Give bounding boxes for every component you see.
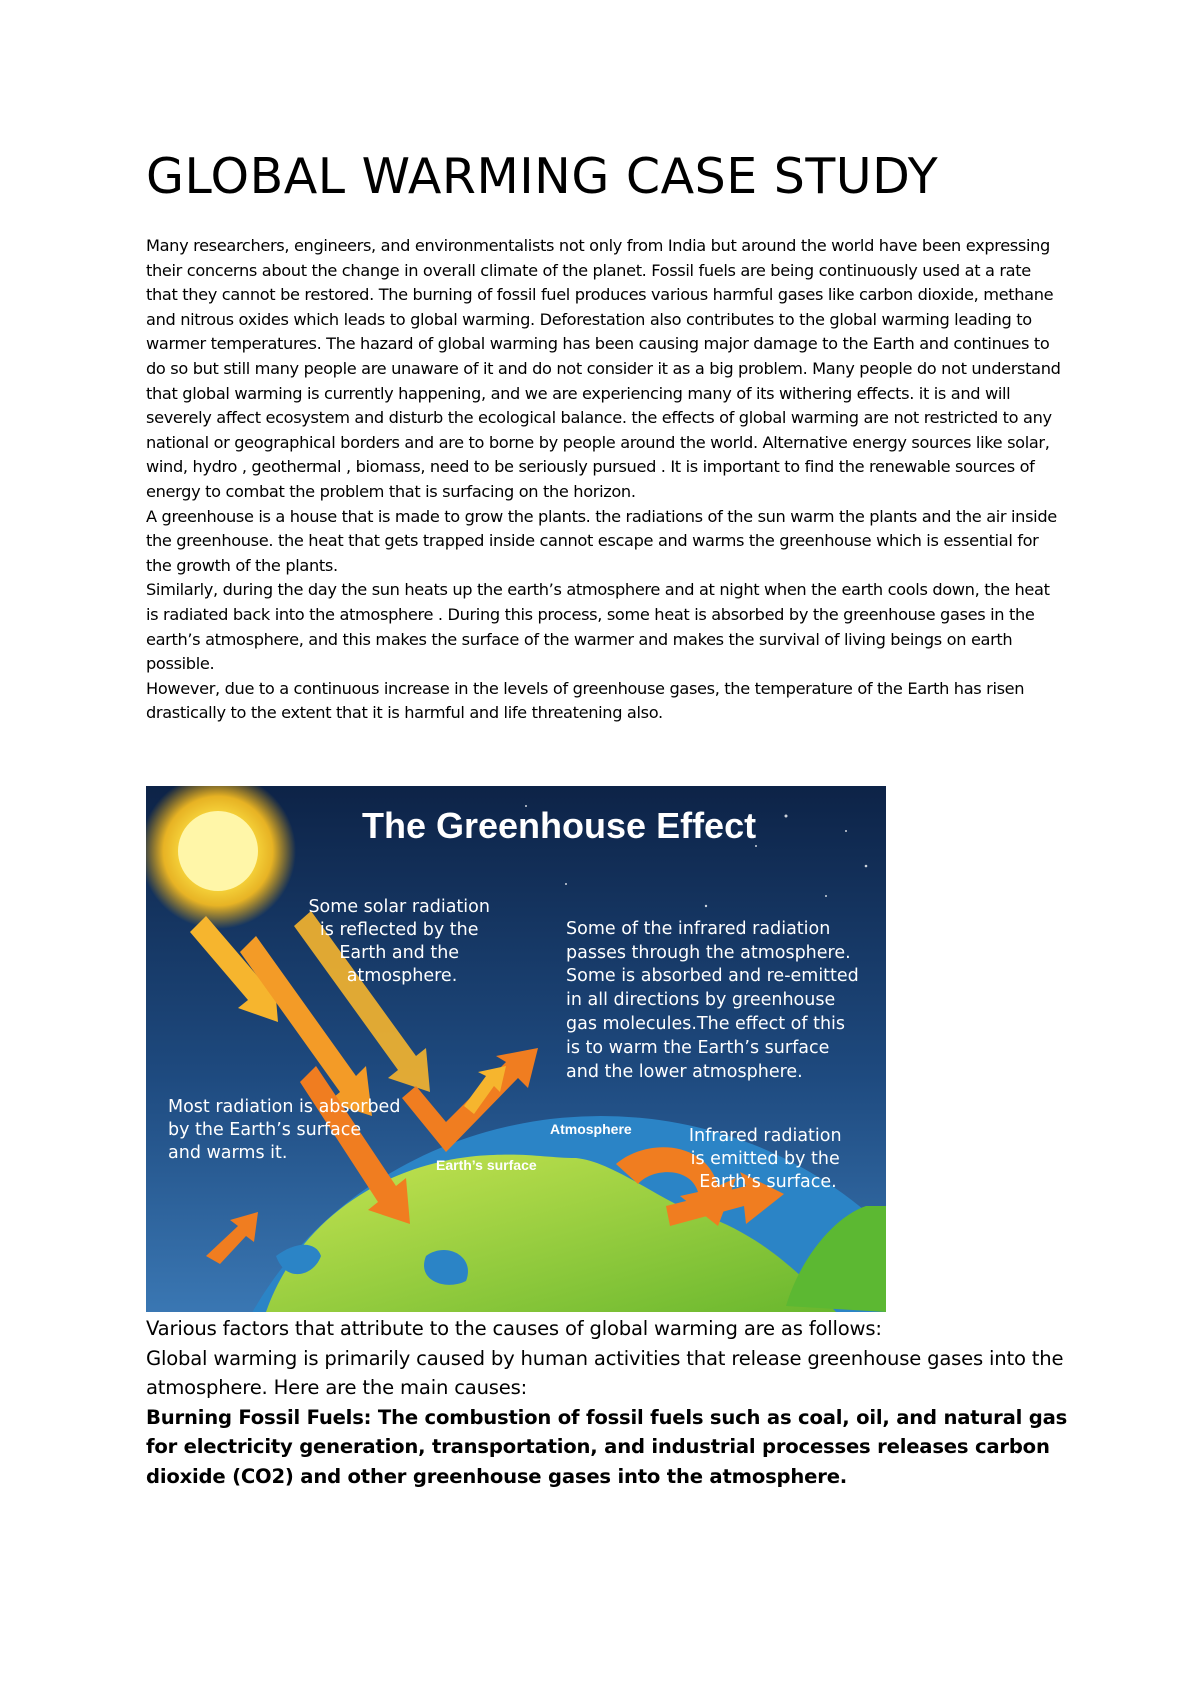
paragraph-greenhouse: A greenhouse is a house that is made to grow the plants. the radiations of the sun warm the plants and the air inside the greenhouse. the heat that gets trapped inside cannot escape and warms the greenhouse which is essential for the growth of the plants. bbox=[146, 506, 1057, 575]
cause-fossil-fuels: Burning Fossil Fuels: The combustion of fossil fuels such as coal, oil, and natural gas for electricity generation, transportation, and industrial processes releases carbon dioxide (CO2) and other greenhouse gases into the atmosphere. bbox=[146, 1405, 1068, 1488]
figure-title: The Greenhouse Effect bbox=[362, 805, 757, 846]
causes-section bbox=[146, 1314, 1086, 1491]
label-earth-surface: Earth’s surface bbox=[436, 1157, 537, 1173]
greenhouse-effect-illustration bbox=[146, 786, 886, 1312]
caption-reflected: Some solar radiation is reflected by the Earth and the atmosphere. bbox=[308, 897, 490, 986]
causes-intro: Various factors that attribute to the causes of global warming are as follows: bbox=[146, 1317, 882, 1340]
paragraph-similarly: Similarly, during the day the sun heats up the earth’s atmosphere and at night when the earth cools down, the heat is radiated back into the atmosphere . During this process, some heat is absorbed by the greenhouse gases in the earth’s atmosphere, and this makes the surface of the warmer and makes the survival of living beings on earth possible. bbox=[146, 580, 1050, 674]
label-atmosphere: Atmosphere bbox=[550, 1121, 632, 1137]
body-text bbox=[146, 234, 1066, 726]
paragraph-intro: Many researchers, engineers, and environmentalists not only from India but around the world have been expressing their concerns about the change in overall climate of the planet. Fossil fuels are being continuously used at a rate that they cannot be restored. The burning of fossil fuel produces various harmful gases like carbon dioxide, methane and nitrous oxides which leads to global warming. Deforestation also contributes to the global warming leading to warmer temperatures. The hazard of global warming has been causing major damage to the Earth and continues to do so but still many people are unaware of it and do not consider it as a big problem. Many people do not understand that global warming is currently happening, and we are experiencing many of its withering effects. it is and will severely affect ecosystem and disturb the ecological balance. the effects of global warming are not restricted to any national or geographical borders and are to borne by people around the world. Alternative energy sources like solar, wind, hydro , geothermal , biomass, need to be seriously pursued . It is important to find the renewable sources of energy to combat the problem that is surfacing on the horizon. bbox=[146, 236, 1061, 501]
greenhouse-effect-figure bbox=[146, 786, 886, 1312]
paragraph-however: However, due to a continuous increase in the levels of greenhouse gases, the temperature of the Earth has risen drastically to the extent that it is harmful and life threatening also. bbox=[146, 678, 1025, 723]
caption-infrared-pass: Some of the infrared radiation passes through the atmosphere. Some is absorbed and re-emitted in all directions by greenhouse gas molecules.The effect of this is to warm the Earth’s surface and the lower atmosphere. bbox=[566, 919, 859, 1082]
caption-absorbed: Most radiation is absorbed by the Earth’s surface and warms it. bbox=[168, 1097, 401, 1163]
caption-emitted: Infrared radiation is emitted by the Earth’s surface. bbox=[688, 1126, 842, 1192]
sun-core bbox=[178, 811, 258, 891]
document-title: GLOBAL WARMING CASE STUDY bbox=[146, 148, 939, 205]
causes-summary: Global warming is primarily caused by human activities that release greenhouse gases into the atmosphere. Here are the main causes: bbox=[146, 1346, 1064, 1399]
